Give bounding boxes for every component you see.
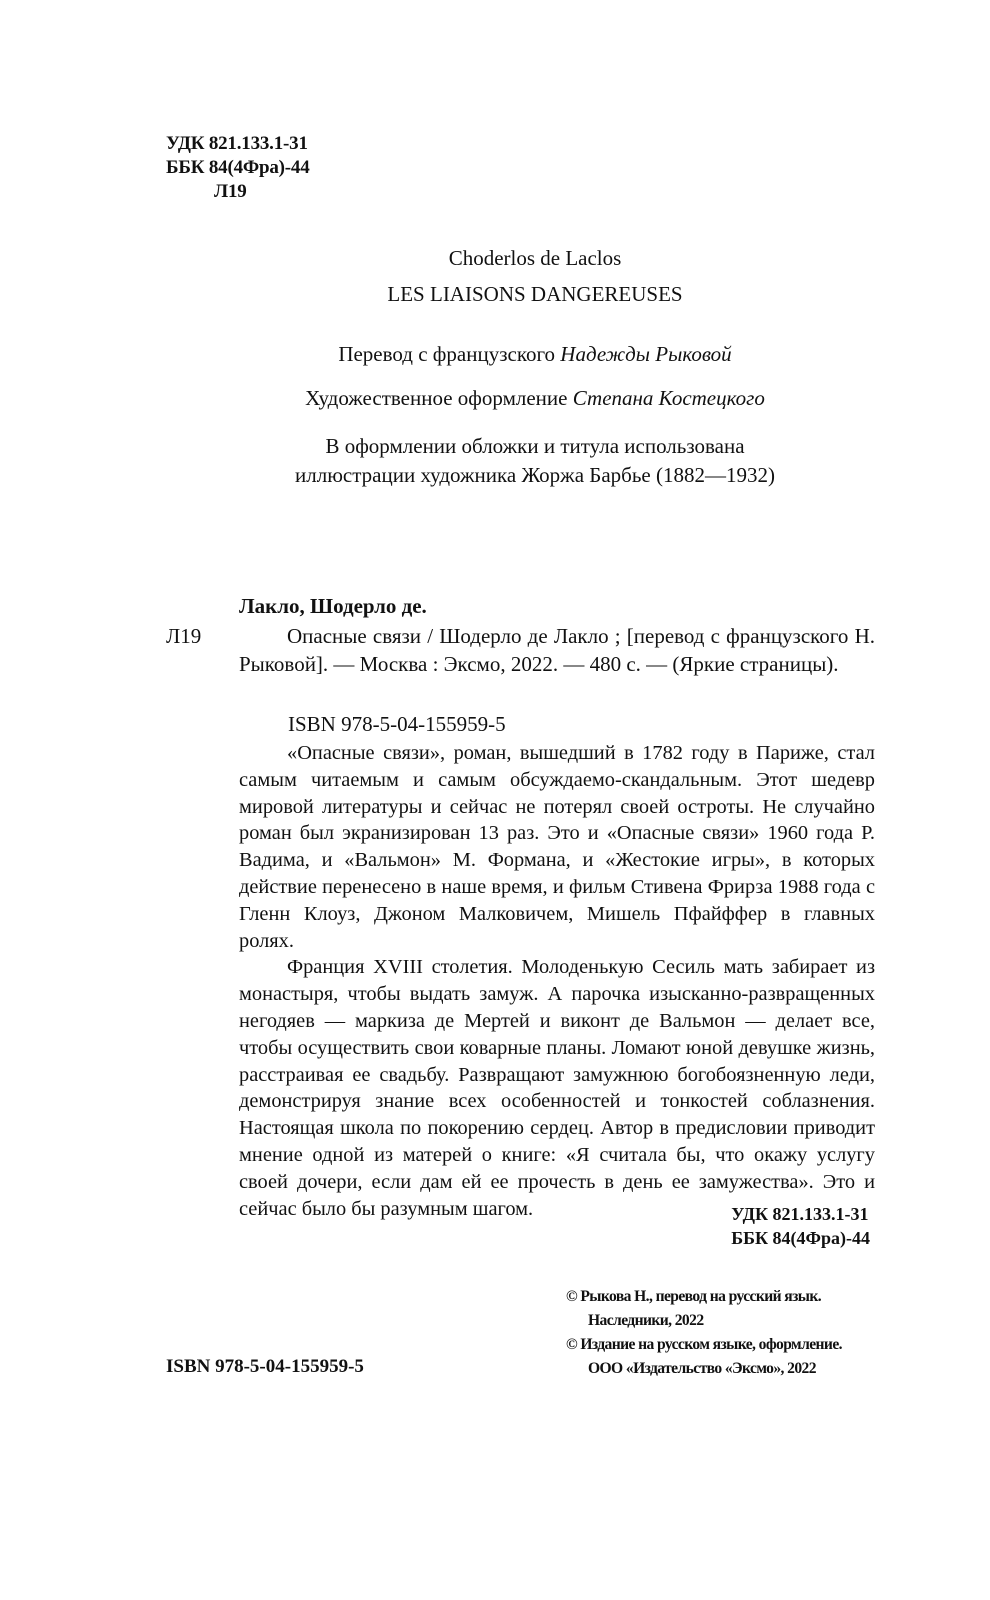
copyright-line-4: ООО «Издательство «Эксмо», 2022 <box>588 1360 816 1377</box>
classification-bottom <box>731 1202 870 1250</box>
annotation-paragraph-1: «Опасные связи», роман, вышедший в 1782 году в Париже, стал самым читаемым и самым обсуждаемо-скандальным. Этот шедевр мировой литературы и сейчас не потерял своей остроты. Не случайно роман был экранизирован 13 раз. Это и «Опасные связи» 1960 года Р. Вадима, и «Вальмон» М. Формана, и «Жестокие игры», в которых действие перенесено в наше время, и фильм Стивена Фрирза 1988 года с Гленн Клоуз, Джоном Малковичем, Мишель Пфайффер в главных ролях. <box>239 742 875 952</box>
bib-description: Опасные связи / Шодерло де Лакло ; [перевод с французского Н. Рыковой]. — Москва : Эксмо, 2022. — 480 с. — (Яркие страницы). <box>239 624 875 676</box>
design-prefix: Художественное оформление <box>305 386 568 410</box>
copyright-line-2: Наследники, 2022 <box>588 1312 704 1329</box>
illustration-line-2: иллюстрации художника Жоржа Барбье (1882—1932) <box>295 463 775 487</box>
translator-name: Надежды Рыковой <box>560 342 732 366</box>
udk-code-bottom: УДК 821.133.1-31 <box>731 1204 869 1224</box>
illustration-credit <box>140 432 930 490</box>
illustration-line-1: В оформлении обложки и титула использована <box>325 434 745 458</box>
annotation-paragraph-2: Франция XVIII столетия. Молоденькую Сесиль мать забирает из монастыря, чтобы выдать замуж. А парочка изысканно-развращенных негодяев — маркиза де Мертей и виконт де Вальмон — делает все, чтобы осуществить свои коварные планы. Ломают юной девушке жизнь, расстраивая ее свадьбу. Развращают замужнюю богобоязненную леди, демонстрируя знание всех особенностей и тонкостей соблазнения. Настоящая школа по покорению сердец. Автор в предисловии приводит мнение одной из матерей о книге: «Я считала бы, что окажу услугу своей дочери, если дам ей ее прочесть в день ее замужества». Это и сейчас было бы разумным шагом. <box>239 956 875 1220</box>
design-credit <box>140 384 930 412</box>
original-author: Choderlos de Laclos <box>448 246 622 270</box>
bib-isbn: ISBN 978-5-04-155959-5 <box>288 712 506 736</box>
isbn-bottom: ISBN 978-5-04-155959-5 <box>166 1356 364 1377</box>
original-title: LES LIAISONS DANGEREUSES <box>387 282 683 306</box>
translation-prefix: Перевод с французского <box>338 342 556 366</box>
copyright-line-1: © Рыкова Н., перевод на русский язык. <box>566 1288 822 1305</box>
author-sign: Л19 <box>214 181 247 202</box>
bbk-code-bottom: ББК 84(4Фра)-44 <box>731 1228 870 1248</box>
udk-code: УДК 821.133.1-31 <box>166 133 308 154</box>
copyright-block <box>566 1285 842 1381</box>
classification-top <box>166 132 310 204</box>
bib-author-sign: Л19 <box>166 624 202 648</box>
designer-name: Степана Костецкого <box>572 386 765 410</box>
translation-credit <box>140 340 930 368</box>
bbk-code: ББК 84(4Фра)-44 <box>166 157 310 178</box>
bib-author-heading: Лакло, Шодерло де. <box>239 594 427 618</box>
copyright-line-3: © Издание на русском языке, оформление. <box>566 1336 842 1353</box>
annotation <box>239 740 875 1222</box>
